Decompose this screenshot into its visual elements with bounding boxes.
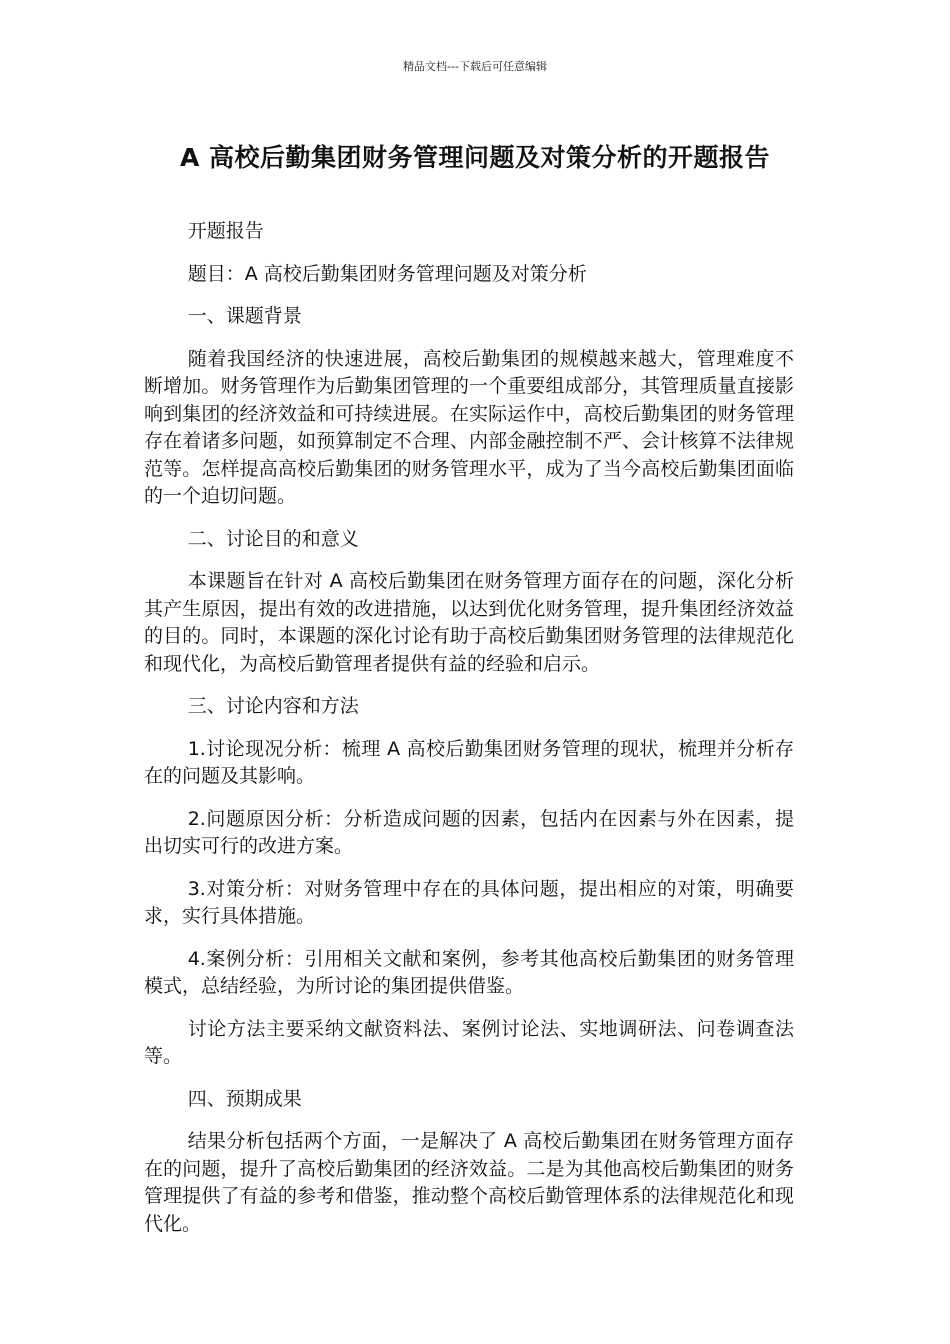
section-heading-content-method: 三、讨论内容和方法: [187, 695, 359, 717]
list-item-case-analysis: 4.案例分析：引用相关文献和案例，参考其他高校后勤集团的财务管理模式，总结经验，为所讨论的集团提供借鉴。: [144, 947, 794, 997]
paragraph-purpose: 本课题旨在针对 A 高校后勤集团在财务管理方面存在的问题，深化分析其产生原因，提出有效的改进措施，以达到优化财务管理，提升集团经济效益的目的。同时，本课题的深化讨论有助于高校后勤集团财务管理的法律规范化和现代化，为高校后勤管理者提供有益的经验和启示。: [144, 570, 794, 675]
document-body: [144, 218, 794, 1253]
list-item-countermeasure-analysis: 3.对策分析：对财务管理中存在的具体问题，提出相应的对策，明确要求，实行具体措施。: [144, 877, 794, 927]
paragraph-methods: 讨论方法主要采纳文献资料法、案例讨论法、实地调研法、问卷调查法等。: [144, 1017, 794, 1067]
paragraph-background: 随着我国经济的快速进展，高校后勤集团的规模越来越大，管理难度不断增加。财务管理作为后勤集团管理的一个重要组成部分，其管理质量直接影响到集团的经济效益和可持续进展。在实际运作中，高校后勤集团的财务管理存在着诸多问题，如预算制定不合理、内部金融控制不严、会计核算不法律规范等。怎样提高高校后勤集团的财务管理水平，成为了当今高校后勤集团面临的一个迫切问题。: [144, 347, 794, 507]
section-heading-background: 一、课题背景: [187, 305, 302, 327]
list-item-cause-analysis: 2.问题原因分析：分析造成问题的因素，包括内在因素与外在因素，提出切实可行的改进方案。: [144, 807, 794, 857]
section-label-report: 开题报告: [187, 220, 264, 242]
paragraph-expected-results: 结果分析包括两个方面，一是解决了 A 高校后勤集团在财务管理方面存在的问题，提升了高校后勤集团的经济效益。二是为其他高校后勤集团的财务管理提供了有益的参考和借鉴，推动整个高校后勤管理体系的法律规范化和现代化。: [144, 1130, 794, 1235]
section-heading-purpose: 二、讨论目的和意义: [187, 527, 359, 550]
list-item-status-analysis: 1.讨论现况分析：梳理 A 高校后勤集团财务管理的现状，梳理并分析存在的问题及其影响。: [144, 737, 794, 787]
section-heading-expected-results: 四、预期成果: [187, 1087, 302, 1110]
report-topic: 题目：A 高校后勤集团财务管理问题及对策分析: [187, 262, 587, 285]
document-title: A 高校后勤集团财务管理问题及对策分析的开题报告: [179, 143, 771, 172]
header-note: 精品文档---下载后可任意编辑: [403, 60, 547, 73]
